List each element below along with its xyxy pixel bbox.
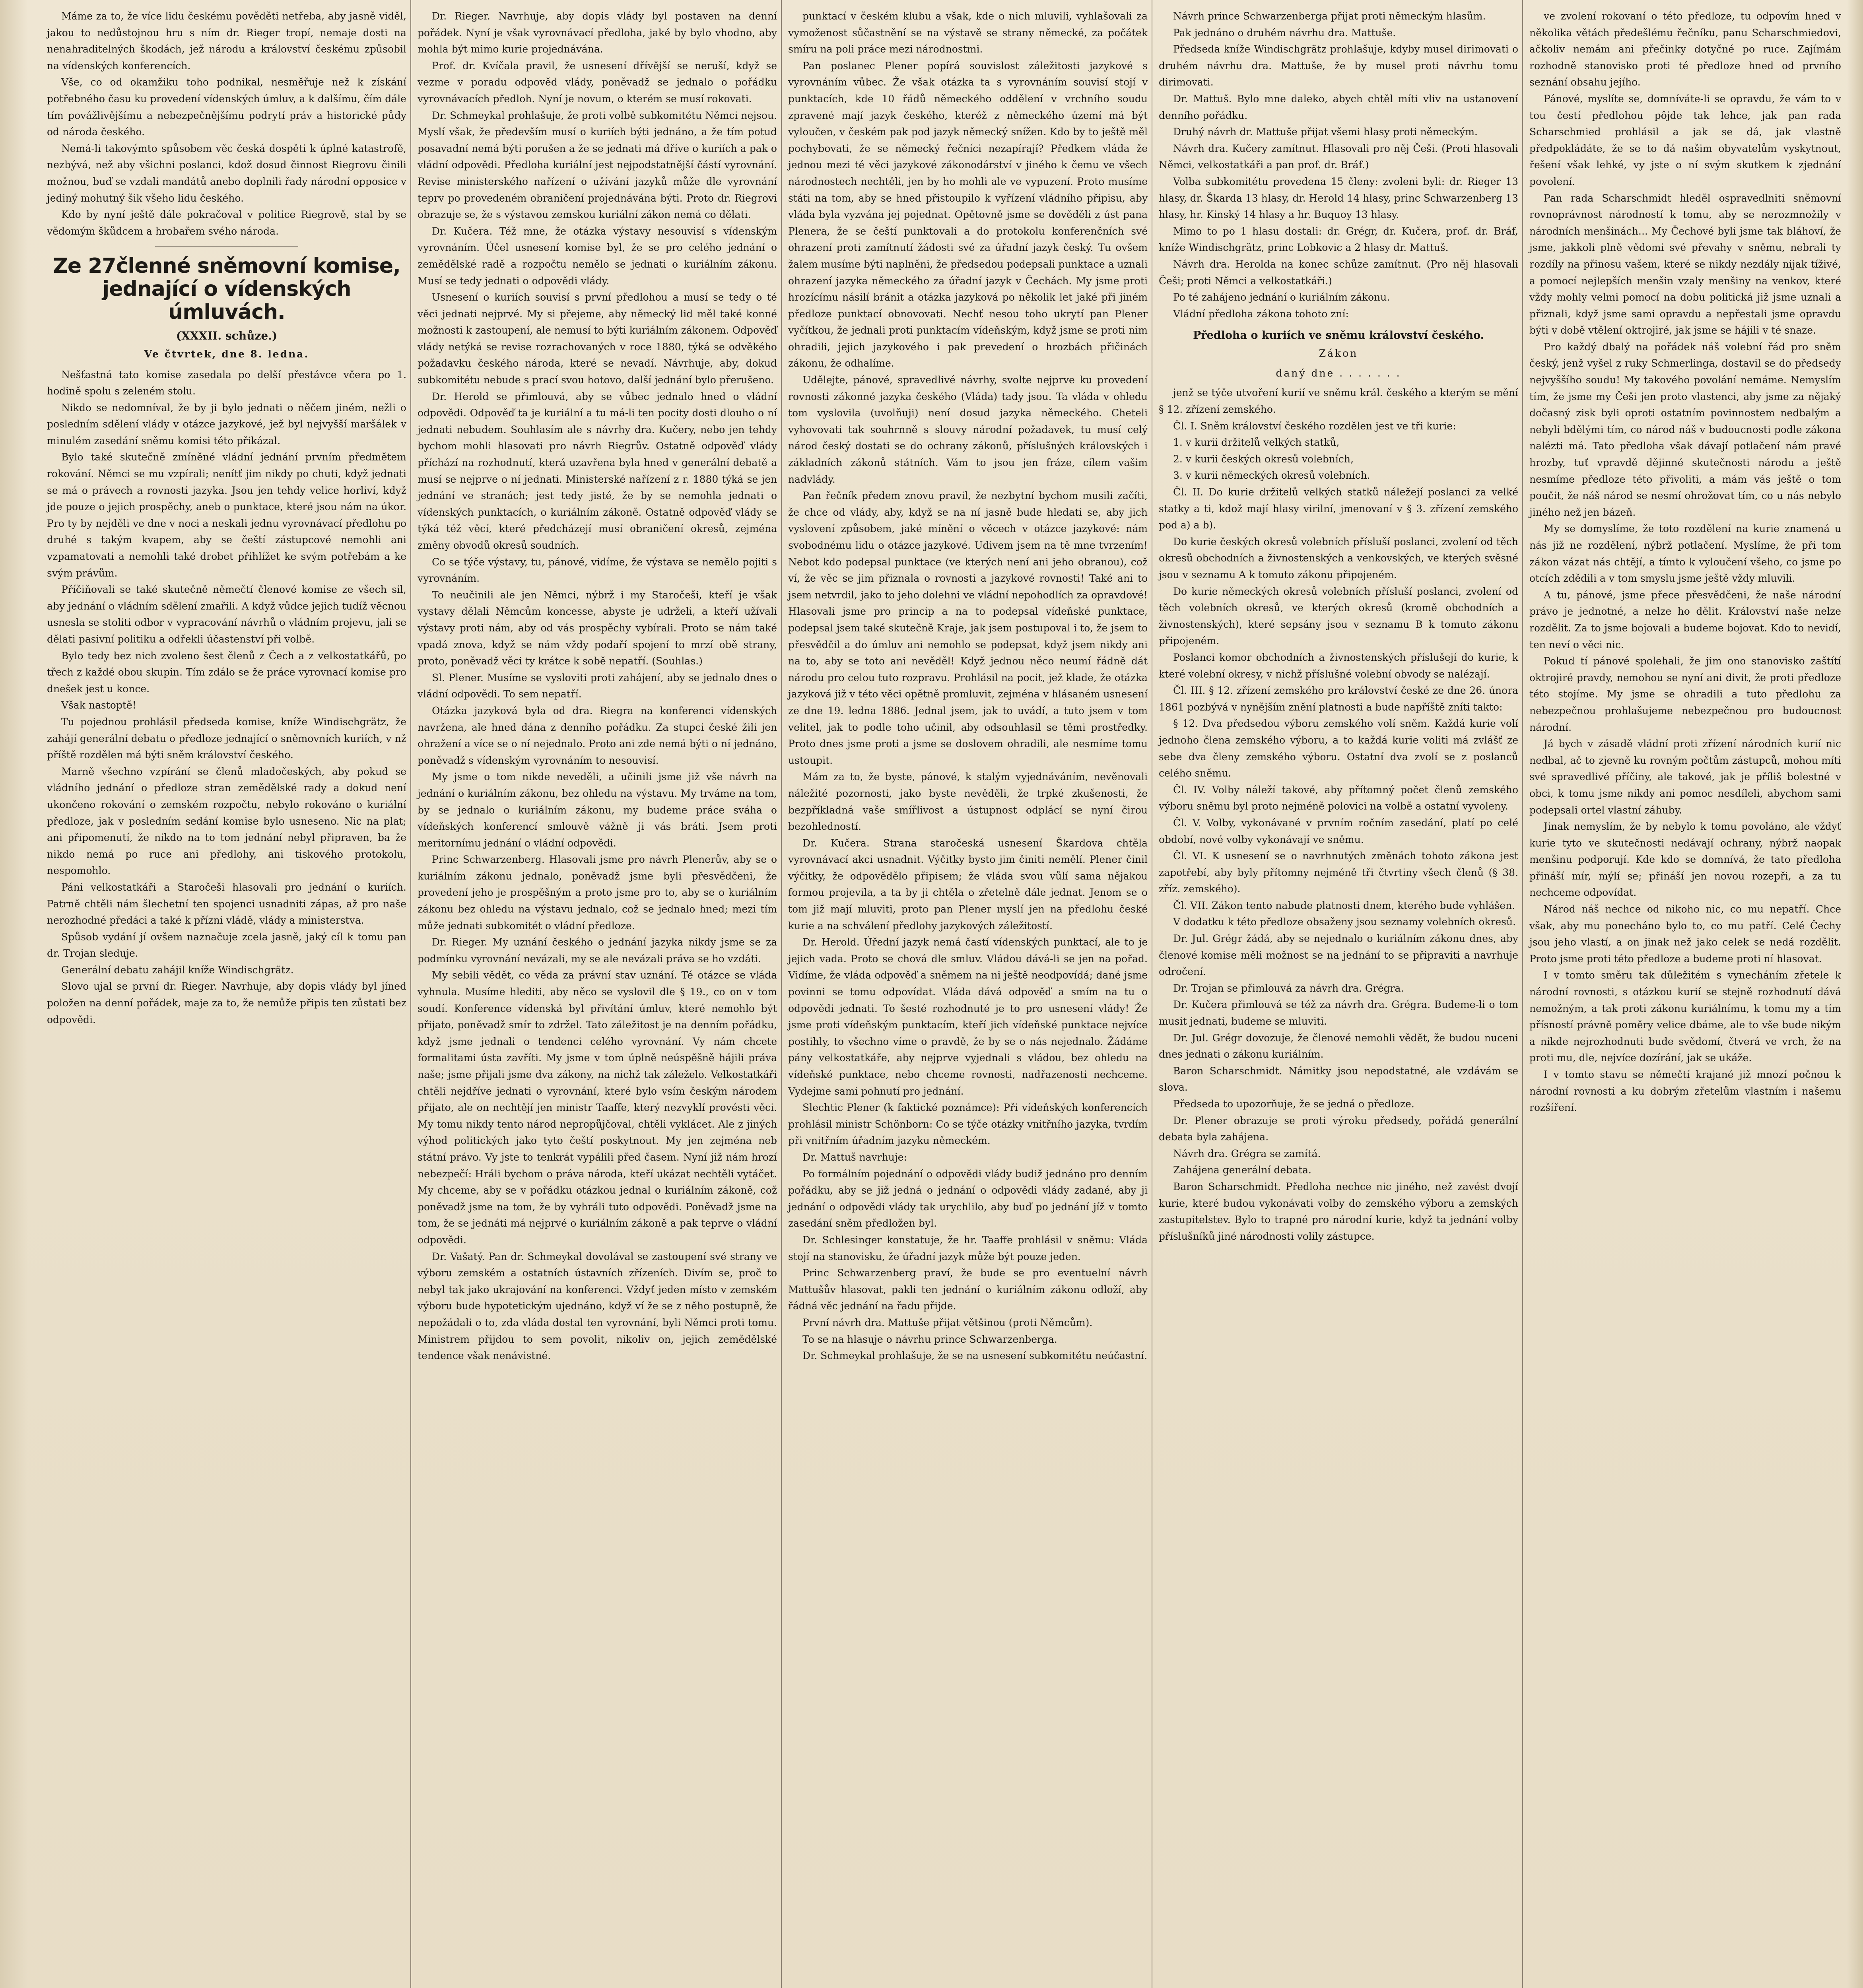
- paragraph: Slechtic Plener (k faktické poznámce): Při vídeňských konferencích prohlásil ministr Schönborn: Co se týče otázky vnitřního jazyka, tvrdím při vnitřním úřadním jazyku německém.: [788, 1102, 1148, 1147]
- paragraph: My sebili vědět, co věda za právní stav uznání. Té otázce se vláda vyhnula. Musíme hlediti, aby něco se vyslovil dle § 19., co on v tom soudí. Konference vídenská byl přivítání úmluv, které nemohlo být přijato, poněvadž smír to zdržel. Tato záležitost je na denním pořádku, když jsme jednali o tendenci celého vyrovnání. Vy nám chcete formalitami ústa zavříti. My jsme v tom úplně neúspěšně hájili práva naše; jsme přijali jsme dva zákony, na nichž tak záleželo. Velkostatkáři chtěli nejdříve jednati o vyrovnání, které bylo vsím českým národem přijato, ale on nechtějí jen ministr Taaffe, který nezvyklí provésti věci. My tomu nikdy tento národ nepropůjčoval, chtěli vyklácet. Ale z jiných výhod politických jako tyto čeští poskytnout. My jen zejména neb státní právo. Vy jste to tenkrát vypálili před časem. Nyní již nám hrozí nebezpečí: Hráli bychom o práva národa, kteří ukázat nechtěli vytáčet. My chceme, aby se v pořádku otázkou jednal o kuriálním zákoně, což poněvadž jsme na tom, že by vyhráli tuto odpovědi. Poněvadž jsme na tom, že se jednáti má nejprvé o kuriálním zákoně a pak teprve o vládní odpovědi.: [418, 969, 777, 1246]
- paragraph: punktací v českém klubu a však, kde o nich mluvili, vyhlašovali za vymoženost sůčastnění se na výstavě se strany německé, za počátek smíru na poli práce mezi národnostmi.: [788, 10, 1148, 55]
- paragraph: Pokud tí pánové spolehali, že jim ono stanovisko zaštítí oktrojiré pravdy, nemohou se nyní ani divit, že proti předloze této stojíme. My jsme se ohradili a tuto předlohu za nebezpečnou prohlašujeme nebezpečnou pro budoucnost národní.: [1529, 655, 1841, 733]
- paragraph: První návrh dra. Mattuše přijat většinou (proti Němcům).: [802, 1316, 1093, 1328]
- paragraph: Udělejte, pánové, spravedlivé návrhy, svolte nejprve ku provedení rovnosti zákonné jazyka českého (Vláda) tady jsou. Ta vláda v ohledu tom vyslovila (uvolňuji) není dosud jazyka německého. Cheteli vyhovovati tak souhrnně s slouvy národní požadavek, tu musí celý národ český dostati se do ochrany zákonů, příslušných královských i základních zákonů státních. Vám to jsou jen fráze, cílem vašim nadvlády.: [788, 374, 1148, 485]
- column-1-intro: [47, 8, 406, 239]
- paragraph: Poslanci komor obchodních a živnostenských příslušejí do kurie, k které volební okresy, v nichž příslušné volební obvody se nalézají.: [1159, 651, 1518, 680]
- paragraph: Dr. Mattuš navrhuje:: [802, 1151, 907, 1163]
- paragraph: Do kurie německých okresů volebních přísluší poslanci, zvolení od těch volebních okresů, ve kterých okresů (kromě obchodních a živnostenských), které sepsány jsou v seznamu B k tomuto zákonu připojeném.: [1159, 585, 1518, 647]
- paragraph: My jsme o tom nikde neveděli, a učinili jsme již vše návrh na jednání o kuriálním zákonu, bez ohledu na výstavu. My trváme na tom, by se jednalo o kuriálním zákonu, my budeme práce sváha o vídeňských konferencí smlouvě vážně ji vás bráti. Jsem proti meritornímu jednání o vládní odpovědi.: [418, 771, 777, 849]
- paragraph: Dr. Trojan se přimlouvá za návrh dra. Grégra.: [1173, 982, 1404, 994]
- paragraph: Generální debatu zahájil kníže Windischgrätz.: [61, 964, 294, 976]
- paragraph: Čl. II. Do kurie držitelů velkých statků náležejí poslanci za velké statky a ti, kdož mají hlasy virilní, jmenovaní v § 3. zřízení zemského pod a) a b).: [1159, 486, 1518, 531]
- paragraph: Po formálním pojednání o odpovědi vlády budiž jednáno pro denním pořádku, aby se již jedná o jednání o odpovědi vlády zadané, aby ji jednání o odpovědi vlády tak urychlilo, aby buď po jednání jíž v tomto zasedání sněm předložen byl.: [788, 1168, 1148, 1229]
- paragraph: Volba subkomitétu provedena 15 členy: zvoleni byli: dr. Rieger 13 hlasy, dr. Škarda 13 hlasy, dr. Herold 14 hlasy, princ Schwarzenberg 13 hlasy, hr. Kinský 14 hlasy a hr. Buquoy 13 hlasy.: [1159, 175, 1518, 221]
- paragraph: I v tomto směru tak důležitém s vynecháním zřetele k národní rovnosti, s otázkou kurií se stejně rozhodnutí dává nemožným, a tak proti zákonu kuriálnímu, k tomu my a tím přísností právně poměry velice dbáme, ale to vše bude nikým a nikde nejrozhodnuti bude svědomí, čtverá ve vrch, že na proti mu, dle, nejvíce dozírání, jak se ukáže.: [1529, 969, 1841, 1064]
- column-2: [414, 0, 780, 1988]
- paragraph: Dr. Schlesinger konstatuje, že hr. Taaffe prohlásil v sněmu: Vláda stojí na stanovisku, že úřadní jazyk může být pouze jeden.: [788, 1234, 1148, 1262]
- column-rule: [781, 0, 782, 1988]
- column-rule: [1522, 0, 1523, 1988]
- paragraph: Marně všechno vzpírání se členů mladočeských, aby pokud se vládního jednání o předloze stran zemědělské rady a dokud není ukončeno rokování o zemském rozpočtu, nebylo rokováno o kuriální předloze, jak v posledním sedání komise bylo usneseno. Nic na plat; ani připomenutí, že nikdo na to tom jednání nebyl připraven, ba že nikdo nemá po ruce ani předlohy, ani tiskového protokolu, nespomohlo.: [47, 765, 406, 877]
- paragraph: Dr. Rieger. Navrhuje, aby dopis vlády byl postaven na denní pořádek. Nyní je však vyrovnávací předloha, jaké by bylo vhodno, aby mohla být mimo kurie projednávána.: [418, 10, 777, 55]
- column-3: [785, 0, 1151, 1988]
- column-5-text: [1529, 8, 1841, 1116]
- paragraph: Máme za to, že více lidu českému pověděti netřeba, aby jasně viděl, jakou to nedůstojnou hru s ním dr. Rieger tropí, nemaje dosti na nenahraditelných škodách, jež národu a království českému způsobil na vídenských konferencích.: [47, 10, 406, 72]
- paragraph: A tu, pánové, jsme přece přesvědčeni, že naše národní právo je jednotné, a nelze ho dělit. Království naše nelze rozdělit. Za to jsme bojovali a budeme bojovat. Kdo to nevidí, ten neví o věci nic.: [1529, 589, 1841, 650]
- paragraph: Pro každý dbalý na pořádek náš volební řád pro sněm český, jenž vyšel z ruky Schmerlinga, dostavil se do předsedy nejvyššího soudu! My takového povolání nemáme. Nemyslím tím, že jsme my Češi jen proto vlastenci, aby jsme za nějaký dočasný zisk byli oproti ostatním povinnostem nedbalým a nebyli bdělými tím, co národ náš v budoucnosti podle zákona nalézti má. Tato předloha však dávají potlačení nám pravé hrozby, tuť vpravdě dějinné skutečnosti národu a ještě nesmíme předloze této přivoliti, a mám vás ještě o tom poučit, že náš národ se nesmí ohrožovat tím, co u nás nebylo jiného než jen bázeň.: [1529, 341, 1841, 518]
- column-4: [1156, 0, 1521, 1988]
- paragraph: Návrh dra. Grégra se zamítá.: [1173, 1147, 1321, 1159]
- session-date: Ve čtvrtek, dne 8. ledna.: [144, 348, 309, 360]
- paragraph: Sl. Plener. Musíme se vysloviti proti zahájení, aby se jednalo dnes o vládní odpovědi. To sem nepatří.: [418, 672, 777, 700]
- paragraph: Dr. Kučera přimlouvá se též za návrh dra. Grégra. Budeme-li o tom musit jednati, budeme se mluviti.: [1159, 999, 1518, 1027]
- column-4-text: [1159, 8, 1518, 322]
- paragraph: Spůsob vydání jí ovšem naznačuje zcela jasně, jaký cíl k tomu pan dr. Trojan sleduje.: [47, 931, 406, 959]
- paragraph: Předseda kníže Windischgrätz prohlašuje, kdyby musel dirimovati o druhém návrhu dra. Mattuše, že by musel proti návrhu tomu dirimovati.: [1159, 43, 1518, 88]
- paragraph: Dr. Mattuš. Bylo mne daleko, abych chtěl míti vliv na ustanovení denního pořádku.: [1159, 93, 1518, 121]
- paragraph: Baron Scharschmidt. Námitky jsou nepodstatné, ale vzdávám se slova.: [1159, 1065, 1518, 1093]
- paragraph: Nešťastná tato komise zasedala po delší přestávce včera po 1. hodině spolu s zeleném stolu.: [47, 369, 406, 397]
- column-rule: [410, 0, 411, 1988]
- paragraph: My se domyslíme, že toto rozdělení na kurie znamená u nás již ne rozdělení, nýbrž potlačení. Myslíme, že při tom zákon vázat nás chtějí, a tímto k vyloučení všeho, co jsme po otcích zdědili a v tom smyslu jsme ještě vždy mluvili.: [1529, 523, 1841, 584]
- paragraph: Pak jednáno o druhém návrhu dra. Mattuše.: [1173, 27, 1396, 39]
- paragraph: Pan rada Scharschmidt hleděl ospravedlniti sněmovní rovnoprávnost národností k tomu, aby se nerozmnožily v národních menšinách... My Čechové byli jsme tak bláhoví, že jsme, jakkoli plně vědomi své převahy v sněmu, nebrali ty rozdíly na přinosu vašem, které se nikdy nezdály nijak tíživé, a pomocí nejlepších menšin vzaly menšiny na venkov, které vždy mohly velmi pomocí na dobu politická již jsme uznali a přiznali, když jsme sami opravdu a nepřestali jsme opravdu býti v době vtělení oktrojiré, jak jsme se hájili v té snaze.: [1529, 192, 1841, 336]
- paragraph: Dr. Kučera. Strana staročeská usnesení Škardova chtěla vyrovnávací akci usnadnit. Výčitky bysto jim činiti nemělí. Plener činil výčitky, že odpovědělo připisem; že vláda svou vůlí sama nějakou formou projevila, a ta by ji chtěla o zřetelně dále jednat. Jenom se o tom již mají mluviti, proto pan Plener myslí jen na předlohu české kurie a na schválení předlohy jazykových záležitostí.: [788, 837, 1148, 932]
- paper-edge-left: [0, 0, 28, 1988]
- paper-edge-right: [1847, 0, 1863, 1988]
- paragraph: Čl. VII. Zákon tento nabude platnosti dnem, kterého bude vyhlášen.: [1173, 899, 1515, 911]
- paragraph: Otázka jazyková byla od dra. Riegra na konferenci vídenských navržena, ale hned dána z denního pořádku. Za stupci české žili jen ohražení a více se o ní nejednalo. Proto ani zde nemá býti o ní jednáno, poněvadž s vídenským vyrovnáním to nesouvisí.: [418, 705, 777, 766]
- paragraph: Já bych v zásadě vládní proti zřízení národních kurií nic nedbal, ač to zjevně ku rovným počtům zástupců, mohou míti své spravedlivé příčiny, ale takové, jak je příliš bolestné v obci, k tomu jsme nikdy ani pomoc nesdíleli, abychom sami podepsali ortel vlastní záhuby.: [1529, 738, 1841, 816]
- bill-date-line: daný dne . . . . . . .: [1276, 367, 1401, 379]
- paragraph: Návrh dra. Herolda na konec schůze zamítnut. (Pro něj hlasovali Češi; proti Němci a velkostatkáři.): [1159, 258, 1518, 287]
- paragraph: Vše, co od okamžiku toho podnikal, nesměřuje než k získání potřebného času ku provedení vídenských úmluv, a k dalšímu, čím dále tím povážlivějšímu a nebezpečnějšímu podrytí práv a historické půdy od národa českého.: [47, 76, 406, 138]
- paragraph: 1. v kurii držitelů velkých statků,: [1173, 437, 1340, 448]
- column-2-text: [418, 8, 777, 1364]
- paragraph: Do kurie českých okresů volebních přísluší poslanci, zvolení od těch okresů obchodních a živnostenských a venkovských, ve kterých svěsné jsou v seznamu A k tomuto zákonu připojeném.: [1159, 536, 1518, 580]
- paragraph: Nikdo se nedomníval, že by ji bylo jednati o něčem jiném, nežli o posledním sdělení vlády v otázce jazykové, jež byl nejvyšší maršálek v minulém zasedání sněmu komisi této přikázal.: [47, 402, 406, 447]
- paragraph: Čl. III. § 12. zřízení zemského pro království české ze dne 26. února 1861 pozbývá v nynějším znění platnosti a bude napříště zníti takto:: [1159, 685, 1518, 713]
- paragraph: Bylo také skutečně zmíněné vládní jednání prvním předmětem rokování. Němci se mu vzpírali; nenítť jim nikdy po chuti, když jednati se má o právech a rovnosti jazyka. Jsou jen tehdy velice horliví, když jde pouze o jejich prospěchy, aneb o punktace, které jsou nám na úkor. Pro ty by nejděli ve dne v noci a neskali jednu vyrovnávací předlohu po druhé s takým kvapem, aby se čeští zástupcové nemohli ani vzpamatovati a nemohli také drobet přihlížet ke svým potřebám a ke svým právům.: [47, 451, 406, 579]
- column-3-text: [788, 8, 1148, 1364]
- paragraph: Dr. Jul. Grégr žádá, aby se nejednalo o kuriálním zákonu dnes, aby členové komise měli možnost se na jednání to se připraviti a navrhuje odročení.: [1159, 933, 1518, 978]
- bill-title: Předloha o kuriích ve sněmu království českého.: [1193, 329, 1484, 342]
- paragraph: Nemá-li takovýmto spůsobem věc česká dospěti k úplné katastrofě, nezbývá, než aby všichni poslanci, kdož dosud činnost Riegrovu činili možnou, buď se vzdali mandátů anebo doplnili řady národní opposice v jediný mohutný šik všeho lidu českého.: [47, 142, 406, 204]
- paragraph: 3. v kurii německých okresů volebních.: [1173, 470, 1370, 481]
- paragraph: Princ Schwarzenberg. Hlasovali jsme pro návrh Plenerův, aby se o kuriálním zákonu jednalo, poněvadž jsme byli přesvědčeni, že provedení jeho je prospěšným a proto jsme pro to, aby se o kuriálním zákonu bez ohledu na výstavu jednalo, což se jednalo hned; mezi tím může jednati subkomitét o vládní předloze.: [418, 854, 777, 932]
- paragraph: Pan poslanec Plener popírá souvislost záležitosti jazykové s vyrovnáním vůbec. Že však otázka ta s vyrovnáním souvisí stojí v punktacích, kde 10 řádů německého oddělení v vrchního soudu zpravené mají jazyk českého, kteréž z německého území má být vyloučen, v českém pak pod jazyk německý snížen. Kdo by to ještě měl pochybovati, že se německý řečníci nezapírají? Předkem vláda že jednou mezi té věci jazykové zákonodárství v jiného k čemu ve všech národnostech nechtěli, jen by ho mohli ale ve vypuzení. Proto musíme státi na tom, aby se hned přistoupilo k vyřízení vládního připisu, aby vláda byla vyzvána jej pojednat. Opětovně jsme se dověděli z úst pana Plenera, že se čeští punktovali a do protokolu konferenčních své ohrazení proti zamítnutí žádosti své za úřadní jazyk český. Tu ovšem žalem musíme býti naplněni, že předsedou podepsali punktace a uznali ohrazení jazyka německého za úřadní jazyk v Čechách. My jsme proti hrozícímu násilí bránit a otázka jazyková po několik let jaké při jiném předloze punktací obnovovati. Nechť nesou toho ukrytí pan Plener vyčítkou, že jednali proti punktacím vídeňským, když jsme se proti nim ohradili, jejich jazykového i pak prevedení o hrozbách přičinách zákonu, že odhalíme.: [788, 60, 1148, 369]
- session-number: (XXXII. schůze.): [176, 329, 278, 343]
- paragraph: Dr. Herold. Úřední jazyk nemá častí vídenských punktací, ale to je jejich vada. Proto se chová dle smluv. Vládou dává-li se jen na pořad. Vidíme, že vláda odpověď a sněmem na ni ještě neodpovídá; dané jsme povinni se tomu odpovídat. Vláda dává odpověď a smím na tu o odpovědi jednati. To šesté rozhodnuté je to pro usnesení vlády! Že jsme proti vídeňským punktacím, kteří jich vídeňské punktace nejvíce postihly, to všechno víme o pravdě, že by se o nás nejednalo. Žádáme pány velkostatkáře, aby nejprve vyjednali s vládou, bez ohledu na vídeňské punktace, nebo chceme rovnosti, nadřazenosti nechceme. Vydejme sami pohnutí pro jednání.: [788, 936, 1148, 1097]
- article-headline: Ze 27členné sněmovní komise, jednající o vídenských úmluvách.: [53, 254, 400, 324]
- paragraph: Dr. Schmeykal prohlašuje, že se na usnesení subkomitétu neúčastní.: [802, 1350, 1147, 1362]
- paragraph: Druhý návrh dr. Mattuše přijat všemi hlasy proti německým.: [1173, 126, 1478, 138]
- paragraph: Čl. VI. K usnesení se o navrhnutých změnách tohoto zákona jest zapotřebí, aby byly přítomny nejméně tři čtvrtiny všech členů (§ 38. zříz. zemského).: [1159, 850, 1518, 895]
- paragraph: Prof. dr. Kvíčala pravil, že usnesení dřívější se neruší, když se vezme v poradu odpověd vlády, poněvadž se jednalo o pořádku vyrovnávacích předloh. Nyní je novum, o kterém se musí rokovati.: [418, 60, 777, 105]
- paragraph: Pan řečník předem znovu pravil, že nezbytní bychom musili začíti, že chce od vlády, aby, když se na ní jasně bude hledati se, aby jich vyslovení způsobem, jaké mínění o věcech v otázce jazykové: nám svobodnému lidu o otázce jazykové. Udivem jsem na tě mne tvrzením! Nebot kdo podepsal punktace (ve kterých není ani jeho obranou), což ví, že věc se jim přiznala o rovnosti a jazykové rovnosti! Také ani to jsem netvrdil, jako to jeho dolehni ve vládní nepohodlích za opravdové! Hlasovali jsme pro princip a na to podepsal vídeňské punktace, podepsal jsem také skutečně Kraje, jak jsem postupoval i to, že jsem to přesvědčil a do úmluv ani nemohlo se podepsat, když jsem nikdy ani na to, aby se toto ani nevěděl! Když jednou něco neumí řádně dát národu pro celou tuto rozpravu. Prohlásil na pocit, jež klade, že otázka jazyková již v této věci opětně promluvit, zejména v hlásaném usnesení ze dne 19. ledna 1886. Jednal jsem, jak to uvádí, a tuto jsem v tom velitel, jak to podle toho učinil, aby odsouhlasil se těmi prostředky. Proto dnes jsme proti a jsme se doslovem ohradili, ale nesmíme tomu ustoupit.: [788, 490, 1148, 766]
- column-1-article: [47, 367, 406, 1028]
- paragraph: Slovo ujal se první dr. Rieger. Navrhuje, aby dopis vlády byl jíned položen na denní pořádek, maje za to, že nemůže připis ten zůstati bez odpovědi.: [47, 980, 406, 1025]
- paragraph: Národ náš nechce od nikoho nic, co mu nepatří. Chce však, aby mu ponecháno bylo to, co mu patří. Celé Čechy jsou jeho vlastí, a on jinak než jako celek se nedá rozdělit. Proto jsme proti této předloze a budeme proti ní hlasovat.: [1529, 903, 1841, 965]
- paragraph: Vládní předloha zákona tohoto zní:: [1173, 308, 1349, 320]
- bill-subtitle: Zákon: [1319, 348, 1358, 359]
- paragraph: Dr. Rieger. My uznání českého o jednání jazyka nikdy jsme se za podmínku vyrovnání nevázali, my se ale nevázali práva se ho vzdáti.: [418, 936, 777, 965]
- column-1: [44, 0, 410, 1988]
- paragraph: Čl. IV. Volby náleží takové, aby přítomný počet členů zemského výboru sněmu byl proto nejméně polovici na volbě a ostatní vyvoleny.: [1159, 784, 1518, 812]
- paragraph: Dr. Plener obrazuje se proti výroku předsedy, pořádá generální debata byla zahájena.: [1159, 1114, 1518, 1143]
- paragraph: jenž se týče utvoření kurií ve sněmu král. českého a kterým se mění § 12. zřízení zemského.: [1159, 387, 1518, 415]
- paragraph: Dr. Schmeykal prohlašuje, že proti volbě subkomitétu Němci nejsou. Myslí však, že především musí o kuriích býti jednáno, a že tím potud posavadní nemá býti porušen a že se jednati má dříve o kuriích a pak o vládní odpovědi. Předloha kuriální jest nejpodstatnější částí vyrovnání. Revise ministerského nařízení o užívání jazyků může dle vyrovnání teprv po provedeném obraničení projednávána býti. Proto dr. Riegrovi obrazuje se, že s výstavou zemskou kuriální zákon nemá co dělati.: [418, 109, 777, 221]
- paragraph: Mimo to po 1 hlasu dostali: dr. Grégr, dr. Kučera, prof. dr. Bráf, kníže Windischgrätz, princ Lobkovic a 2 hlasy dr. Mattuš.: [1159, 225, 1518, 254]
- paragraph: Návrh dra. Kučery zamítnut. Hlasovali pro něj Češi. (Proti hlasovali Němci, velkostatkáři a pan prof. dr. Bráf.): [1159, 142, 1518, 171]
- paragraph: 2. v kurii českých okresů volebních,: [1173, 453, 1354, 465]
- paragraph: Dr. Jul. Grégr dovozuje, že členové nemohli vědět, že budou nuceni dnes jednati o zákonu kuriálním.: [1159, 1032, 1518, 1060]
- paragraph: Dr. Kučera. Též mne, že otázka výstavy nesouvisí s vídenským vyrovnáním. Účel usnesení komise byl, že se pro celého jednání o zemědělské radě a rozpočtu nemělo se jednati o kuriálním zákonu. Musí se tedy jednati o odpovědi vlády.: [418, 225, 777, 287]
- paragraph: Příčiňovali se také skutečně němečtí členové komise ze všech sil, aby jednání o vládním sdělení zmařili. A když vůdce jejich tudíž věcnou usnesla se stoliti odbor v vypracování návrhů o vládním projevu, jali se dělati pasivní politiku a odřekli účastenství při volbě.: [47, 584, 406, 645]
- bill-text: [1159, 384, 1518, 1244]
- paragraph: § 12. Dva předsedou výboru zemského volí sněm. Každá kurie volí jednoho člena zemského výboru, a to každá kurie voliti má zvlášť ze sebe dva členy zemského výboru. Ostatní dva zvolí se z poslanců celého sněmu.: [1159, 718, 1518, 779]
- paragraph: Princ Schwarzenberg praví, že bude se pro eventuelní návrh Mattušův hlasovat, pakli ten jednání o kuriálním zákonu odloží, aby řádná věc jednání na řadu přijde.: [788, 1267, 1148, 1312]
- paragraph: Páni velkostatkáři a Staročeši hlasovali pro jednání o kuriích. Patrně chtěli nám šlechetní ten spojenci usnadniti zápas, až pro naše nerozhodné předáci a také k přízni vládě, vlády a ministerstva.: [47, 881, 406, 926]
- paragraph: Baron Scharschmidt. Předloha nechce nic jiného, než zavést dvojí kurie, které budou vykonávati volby do zemského výboru a zemských zastupitelstev. Bylo to trapné pro národní kurie, když ta jednání volby příslušníků jiné národnosti volily zástupce.: [1159, 1180, 1518, 1242]
- paragraph: Tu pojednou prohlásil předseda komise, kníže Windischgrätz, že zahájí generální debatu o předloze jednající o sněmovních kuriích, v nž příště rozdělen má býti sněm království českého.: [47, 716, 406, 761]
- paragraph: Usnesení o kuriích souvisí s první předlohou a musí se tedy o té věci jednati nejprvé. My si přejeme, aby německý lid měl také konné možnosti k zastoupení, ale nemusí to býti kuriálním zákonem. Odpověď vlády netýká se revise rozrachovaných v roce 1880, týká se odvěkého požadavku českého národa, které se nevadí. Návrhuje, aby, dokud subkomitétu nebude s prací svou hotovo, další jednání bylo přerušeno.: [418, 291, 777, 386]
- paragraph: Jinak nemyslím, že by nebylo k tomu povoláno, ale vždyť kurie tyto ve skutečnosti nedávají ochrany, nýbrž naopak menšinu podporují. Kde kdo se domnívá, že tato předloha přináší mír, mýlí se; přináší jen novou rozepři, a za tu nechceme odpovídat.: [1529, 821, 1841, 899]
- column-5: [1526, 0, 1844, 1988]
- paragraph: V dodatku k této předloze obsaženy jsou seznamy volebních okresů.: [1173, 916, 1516, 928]
- paragraph: Předseda to upozorňuje, že se jedná o předloze.: [1173, 1098, 1414, 1110]
- paragraph: Bylo tedy bez nich zvoleno šest členů z Čech a z velkostatkářů, po třech z každé obou skupin. Tím zdálo se že práce vyrovnací komise pro dnešek jest u konce.: [47, 650, 406, 695]
- paragraph: Čl. V. Volby, vykonávané v prvním ročním zasedání, platí po celé období, nové volby vykonávají ve sněmu.: [1159, 817, 1518, 845]
- paragraph: Návrh prince Schwarzenberga přijat proti německým hlasům.: [1173, 10, 1486, 22]
- paragraph: Co se týče výstavy, tu, pánové, vidíme, že výstava se nemělo pojiti s vyrovnáním.: [418, 556, 777, 584]
- paragraph: Však nastoptě!: [61, 699, 136, 711]
- paragraph: ve zvolení rokovaní o této předloze, tu odpovím hned v několika větách předešlému řečníku, panu Scharschmiedovi, ačkoliv nemám ani přečinky dotyčné po ruce. Zajímám rozhodně stanovisko proti té předloze hned od prvního seznání obsahu jejího.: [1529, 10, 1841, 88]
- paragraph: Mám za to, že byste, pánové, k stalým vyjednáváním, nevěnovali náležité pozornosti, jako byste nevěděli, že trpké zkušenosti, že bezpříkladná vaše smířlivost a ústupnost odplácí se nyní čirou bezohledností.: [788, 771, 1148, 833]
- paragraph: Pánové, myslíte se, domníváte-li se opravdu, že vám to v tou čestí předlohou pôjde tak lehce, jak pan rada Scharschmied prohlásil a jak se dá, jak vlastně předpokládáte, že se to dá našim obyvatelům vyskytnout, řešení však lehké, vy jste o ní svým skutkem k zjednání povolení.: [1529, 93, 1841, 187]
- paragraph: Dr. Herold se přimlouvá, aby se vůbec jednalo hned o vládní odpovědi. Odpověď ta je kuriální a tu má-li ten pocity dosti dlouho o ní jednati nebudem. Souhlasím ale s návrhy dra. Kučery, nebo jen tehdy bychom mohli hlasovati pro návrh Riegrův. Ostatně odpověď vlády příchází na rozhodnutí, která uzavřena byla hned v generální debatě a musí se nejprve o ní jednati. Ministerské nařízení z r. 1880 týká se jen jednání ve stranách; jest tedy jisté, že by se nemohla jednati o vídenských punktacích, o kuriálním zákoně. Ostatně odpověď vlády se týká též věcí, které předcházejí musí obraničení okresů, zejména změny obvodů okresů soudních.: [418, 390, 777, 551]
- paragraph: Čl. I. Sněm království českého rozdělen jest ve tři kurie:: [1173, 420, 1456, 432]
- paragraph: Dr. Vašatý. Pan dr. Schmeykal dovolával se zastoupení své strany ve výboru zemském a ostatních ústavních zřízeních. Divím se, proč to nebyl tak jako ukrajování na konferenci. Vždyť jeden místo v zemském výboru bude hypotetickým ujednáno, když ví že se z něho postupně, že nepožádali o to, zda vláda dostal ten vyrovnání, byli Němci proti tomu. Ministrem přijdou to sem povolit, nikoliv on, jejich zemědělské tendence však nenávistné.: [418, 1250, 777, 1362]
- paragraph: I v tomto stavu se němečtí krajané již mnozí počnou k národní rovnosti a ku dobrým zřetelům vlastním i našemu rozšíření.: [1529, 1069, 1841, 1114]
- paragraph: To se na hlasuje o návrhu prince Schwarzenberga.: [802, 1333, 1057, 1345]
- paragraph: Zahájena generální debata.: [1173, 1164, 1311, 1176]
- paragraph: Kdo by nyní ještě dále pokračoval v politice Riegrově, stal by se vědomým škůdcem a hrobařem svého národa.: [47, 209, 406, 237]
- paragraph: To neučinili ale jen Němci, nýbrž i my Staročeši, kteří je však vystavy dělali Němcům koncesse, abyste je udrželi, a kteří užívali výstavy proti nám, aby od vás prospěchy vybírali. Proto se nám také vpadá znova, když se nám vždy podaří spojení to mrzí obě strany, proto, poněvadž věci ty krátce k sobě nepatří. (Souhlas.): [418, 589, 777, 667]
- paragraph: Po té zahájeno jednání o kuriálním zákonu.: [1173, 291, 1390, 303]
